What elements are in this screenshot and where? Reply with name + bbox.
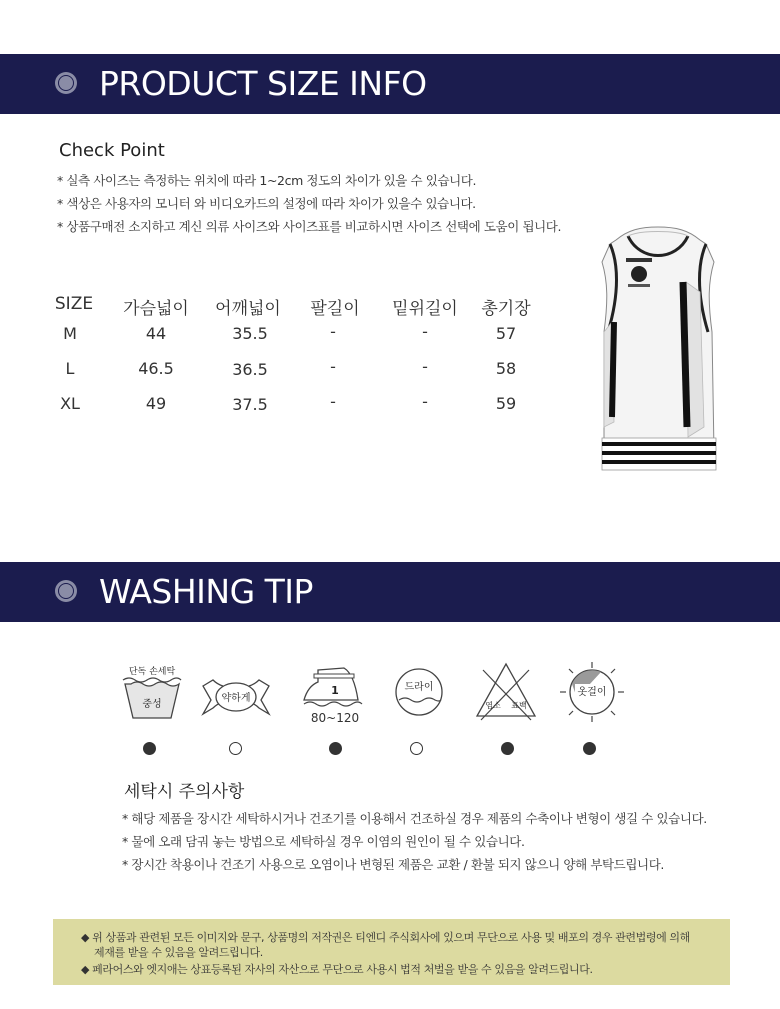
- size-cell: 46.5: [138, 359, 174, 378]
- size-cell: 59: [495, 394, 517, 413]
- size-header: 가슴넓이: [123, 299, 189, 319]
- no-bleach-left-label: 염소: [485, 701, 501, 710]
- size-cell: 35.5: [232, 324, 268, 343]
- hand-wash-top-label: 단독 손세탁: [128, 667, 176, 677]
- line-dry-shade-icon: [557, 660, 627, 724]
- size-cell: -: [330, 392, 336, 411]
- washing-tip-banner: [0, 562, 780, 622]
- dry-clean-icon: [387, 660, 457, 724]
- iron-indicator: [329, 742, 342, 755]
- wrung-inner-label: 약하게: [221, 693, 251, 704]
- size-cell: 36.5: [232, 360, 268, 379]
- size-cell: 58: [495, 359, 517, 378]
- size-cell: -: [422, 322, 428, 341]
- wrung-gently-icon: [201, 660, 271, 724]
- size-cell: L: [65, 359, 75, 378]
- size-cell: -: [422, 357, 428, 376]
- washing-tip-title: WASHING TIP: [99, 572, 313, 611]
- hand-wash-indicator: [143, 742, 156, 755]
- dry-clean-indicator: [410, 742, 423, 755]
- hand-wash-icon: [117, 660, 187, 724]
- size-header: SIZE: [54, 294, 94, 314]
- size-cell: -: [330, 357, 336, 376]
- washing-caution-title: 세탁시 주의사항: [124, 782, 245, 802]
- size-cell: -: [422, 392, 428, 411]
- size-cell: 49: [145, 394, 167, 413]
- copyright-line: ◆ 위 상품과 관련된 모든 이미지와 문구, 상품명의 저작권은 티엔디 주식회사에 있으며 무단으로 사용 및 배포의 경우 관련법령에 의해: [81, 931, 690, 944]
- size-info-title: PRODUCT SIZE INFO: [99, 64, 427, 103]
- size-header: 어깨넓이: [215, 299, 281, 319]
- check-note: * 상품구매전 소지하고 계신 의류 사이즈와 사이즈표를 비교하시면 사이즈 선택에 도움이 됩니다.: [57, 219, 562, 234]
- check-point-title: Check Point: [59, 140, 165, 161]
- caution-note: * 장시간 착용이나 건조기 사용으로 오염이나 변형된 제품은 교환 / 환불 되지 않으니 양해 부탁드립니다.: [122, 857, 664, 872]
- caution-note: * 물에 오래 담궈 놓는 방법으로 세탁하실 경우 이염의 원인이 될 수 있습니다.: [122, 834, 525, 849]
- size-header: 밑위길이: [392, 299, 458, 319]
- brand-logo-icon: [55, 580, 77, 602]
- size-header: 팔길이: [310, 299, 360, 319]
- caution-note: * 해당 제품을 장시간 세탁하시거나 건조기를 이용해서 건조하실 경우 제품의 수축이나 변형이 생길 수 있습니다.: [122, 811, 707, 826]
- line-dry-inner-label: 옷걸이: [577, 687, 607, 698]
- no-bleach-icon: [471, 660, 541, 724]
- size-info-banner: [0, 54, 780, 114]
- size-cell: XL: [60, 394, 80, 413]
- line-dry-indicator: [583, 742, 596, 755]
- size-cell: 57: [495, 324, 517, 343]
- iron-inner-label: 1: [331, 684, 339, 697]
- size-header: 총기장: [481, 299, 531, 319]
- iron-temperature-label: 80~120: [310, 711, 360, 724]
- check-note: * 실측 사이즈는 측정하는 위치에 따라 1~2cm 정도의 차이가 있을 수 있습니다.: [57, 173, 477, 188]
- size-cell: M: [63, 324, 77, 343]
- brand-logo-icon: [55, 72, 77, 94]
- hand-wash-inner-label: 중성: [142, 699, 162, 710]
- size-cell: 37.5: [232, 395, 268, 414]
- size-cell: 44: [145, 324, 167, 343]
- trademark-line: ◆ 페라어스와 엣지애는 상표등록된 자사의 자산으로 무단으로 사용시 법적 처벌을 받을 수 있음을 알려드립니다.: [81, 963, 593, 976]
- size-cell: -: [330, 322, 336, 341]
- wrung-gently-indicator: [229, 742, 242, 755]
- no-bleach-indicator: [501, 742, 514, 755]
- dry-clean-inner-label: 드라이: [404, 682, 434, 693]
- product-vest-image: [588, 222, 728, 474]
- copyright-notice: [53, 919, 730, 985]
- no-bleach-right-label: 표백: [511, 701, 527, 710]
- copyright-line: 제재를 받을 수 있음을 알려드립니다.: [94, 946, 263, 959]
- check-note: * 색상은 사용자의 모니터 와 비디오카드의 설정에 따라 차이가 있을수 있습니다.: [57, 196, 476, 211]
- iron-icon: [298, 660, 368, 724]
